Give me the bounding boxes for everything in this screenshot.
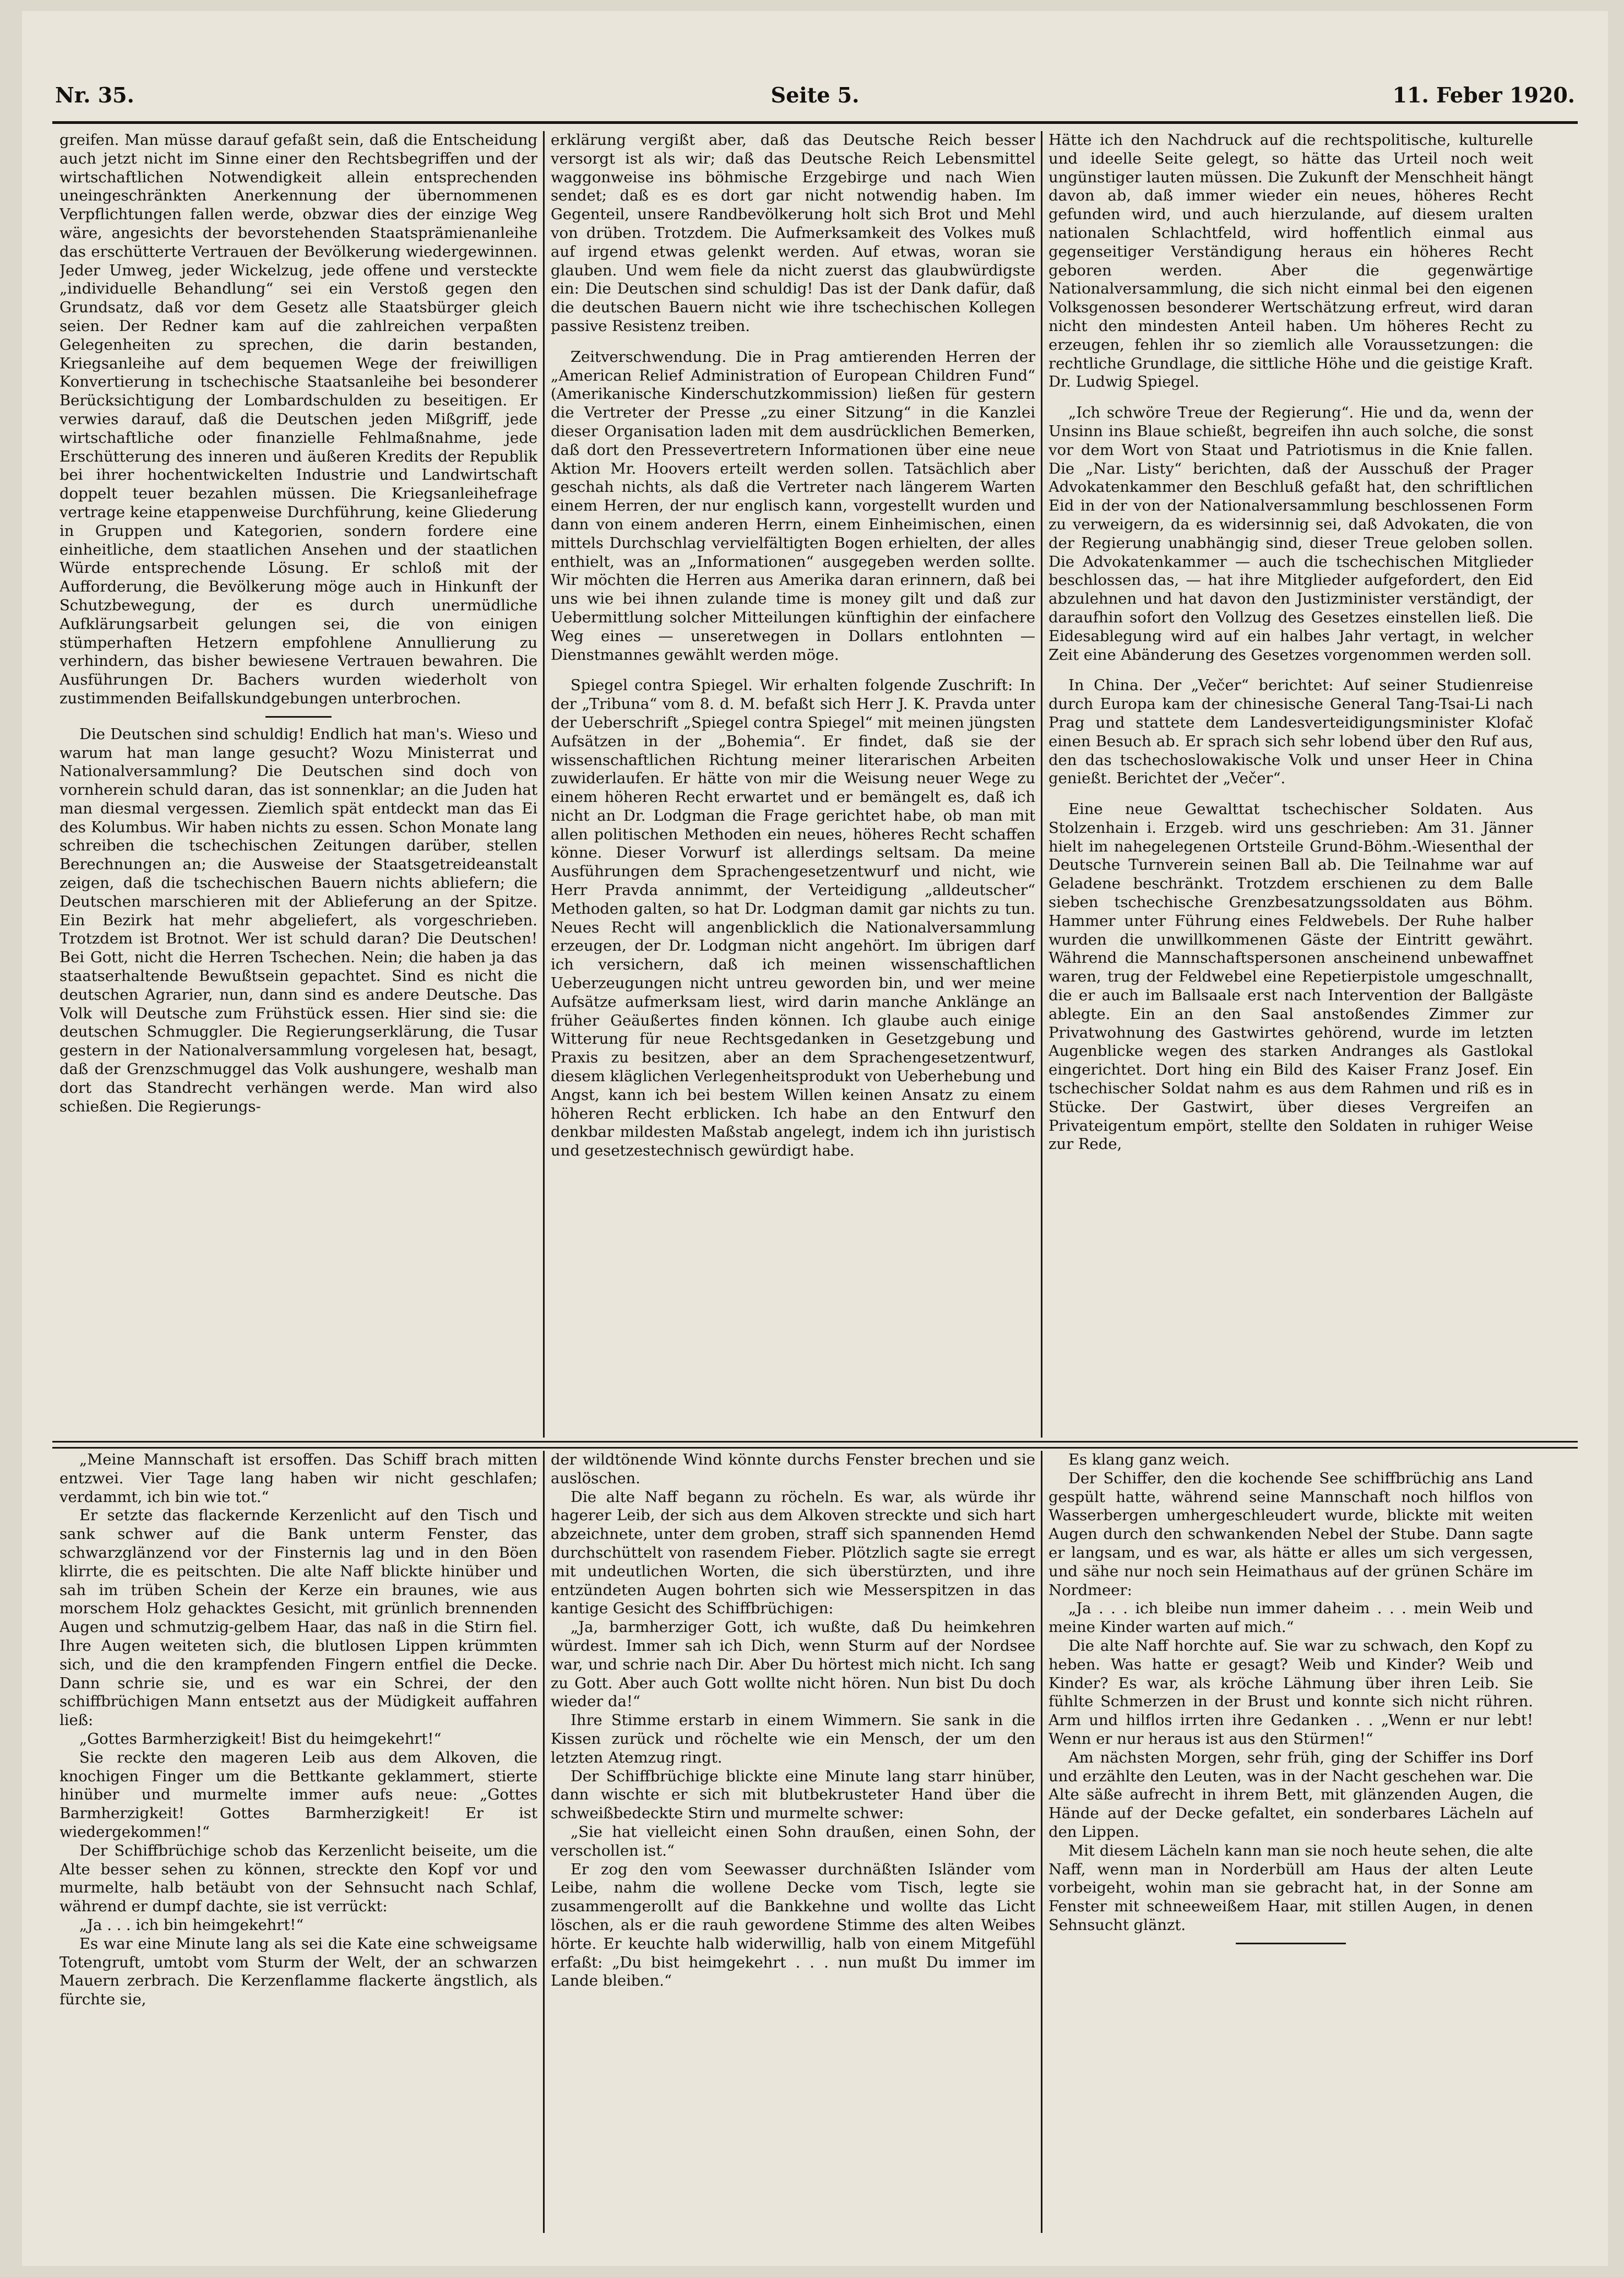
story-paragraph: Der Schiffer, den die kochende See schiffbrüchig ans Land gespült hatte, während seine Mannschaft noch hilflos von Wasserbergen umhergeschleudert wurde, blickte mit weiten Augen durch den schwankenden Nebel der Stube. Dann sagte er langsam, und es war, als hätte er alles um sich vergessen, und sähe nur noch sein Heimathaus auf der grünen Schäre im Nordmeer: [1049,1470,1533,1599]
page-header [55,83,1575,116]
article-regierungserklaerung-cont: erklärung vergißt aber, daß das Deutsche Reich besser versorgt ist als wir; daß das Deutsche Reich Lebensmittel waggonweise ins böhmische Erzgebirge und nach Wien sendet; daß es es dort gar nicht notwendig haben. Im Gegenteil, unsere Randbevölkerung holt sich Brot und Mehl von drüben. Trotzdem. Die Aufmerksamkeit des Volkes muß auf irgend etwas gelenkt werden. Auf etwas, woran sie glauben. Und wem fiele da nicht zuerst das glaubwürdigste ein: Die Deutschen sind schuldig! Das ist der Dank dafür, daß die deutschen Bauern nicht wie ihre tschechischen Kollegen passive Resistenz treiben. [551,132,1035,335]
article-treue-der-regierung: „Ich schwöre Treue der Regierung“. Hie und da, wenn der Unsinn ins Blaue schießt, begreifen ihn auch solche, die sonst vor dem Wort von Staat und Patriotismus in die Knie fallen. Die „Nar. Listy“ berichten, daß der Ausschuß der Prager Advokatenkammer den Beschluß gefaßt hat, den schriftlichen Eid in der von der Nationalversammlung beschlossenen Form zu verweigern, da es widersinnig sei, daß Advokaten, die von der Regierung unabhängig sind, dieser Treue geloben sollen. Die Advokatenkammer — auch die tschechischen Mitglieder beschlossen das, — hat ihre Mitglieder aufgefordert, den Eid abzulehnen und hat davon den Justizminister verständigt, der daraufhin sofort den Vollzug des Gesetzes einstellen ließ. Die Eidesablegung wird auf ein halbes Jahr vertagt, in welcher Zeit eine Abänderung des Gesetzes vorgenommen werden soll. [1049,404,1533,664]
column-2 [551,131,1035,1436]
story-paragraph: Es klang ganz weich. [1068,1451,1230,1468]
story-paragraph: „Gottes Barmherzigkeit! Bist du heimgekehrt!“ [79,1730,442,1748]
story-paragraph: „Sie hat vielleicht einen Sohn draußen, einen Sohn, der verschollen ist.“ [551,1823,1035,1859]
story-paragraph: Er zog den vom Seewasser durchnäßten Isländer vom Leibe, nahm die wollene Decke vom Tisch, legte sie zusammengerollt auf die Bankkehne und wollte das Licht löschen, als er die rauh gewordene Stimme des alten Weibes hörte. Er keuchte halb widerwillig, halb von einem Mitgefühl erfaßt: „Du bist heimgekehrt . . . nun mußt Du immer im Lande bleiben.“ [551,1861,1035,1990]
story-paragraph: Sie reckte den mageren Leib aus dem Alkoven, die knochigen Finger um die Bettkante geklammert, stierte hinüber und murmelte immer aufs neue: „Gottes Barmherzigkeit! Gottes Barmherzigkeit! Er ist wiedergekommen!“ [59,1749,537,1841]
column-divider [1041,1451,1042,2233]
column-divider [543,131,545,1438]
article-kriegsanleihe: greifen. Man müsse darauf gefaßt sein, daß die Entscheidung auch jetzt nicht im Sinne einer den Rechtsbegriffen und der wirtschaftlichen Notwendigkeit allein entsprechenden uneingeschränkten Anerkennung der übernommenen Verpflichtungen fallen werde, obzwar dies der einzige Weg wäre, angesichts der bevorstehenden Staatsprämienanleihe das erschütterte Vertrauen der Bevölkerung wiedergewinnen. Jeder Umweg, jeder Wickelzug, jede offene und versteckte „individuelle Behandlung“ sei ein Verstoß gegen den Grundsatz, daß vor dem Gesetz alle Staatsbürger gleich seien. Der Redner kam auf die zahlreichen verpaßten Gelegenheiten zu sprechen, die darin bestanden, Kriegsanleihe auf dem bequemen Wege der freiwilligen Konvertierung in tschechische Staatsanleihe bei besonderer Berücksichtigung der Lombardschulden zu beseitigen. Er verwies darauf, daß die Deutschen jeden Mißgriff, jede wirtschaftliche oder finanzielle Fehlmaßnahme, jede Erschütterung des inneren und äußeren Kredits der Republik bei ihrer hochentwickelten Industrie und Landwirtschaft doppelt teuer bezahlen müssen. Die Kriegsanleihefrage vertrage keine etappenweise Durchführung, keine Gliederung in Gruppen und Kategorien, sondern fordere eine einheitliche, dem staatlichen Ansehen und der staatlichen Würde entsprechende Lösung. Er schloß mit der Aufforderung, die Bevölkerung möge auch in Hinkunft der Schutzbewegung, der es durch unermüdliche Aufklärungsarbeit gelungen sei, die von einigen stümperhaften Hetzern empfohlene Annullierung zu verhindern, das bisher bewiesene Vertrauen bewahren. Die Ausführungen Dr. Bachers wurden wiederholt von zustimmenden Beifallskundgebungen unterbrochen. [59,132,537,707]
story-paragraph: Er setzte das flackernde Kerzenlicht auf den Tisch und sank schwer auf die Bank unterm Fenster, das schwarzglänzend vor der Finsternis lag und in den Böen klirrte, die es peitschten. Die alte Naff blickte hinüber und sah im trüben Schein der Kerze ein braunes, wie aus morschem Holz gehacktes Gesicht, mit grünlich brennenden Augen und schmutzig-gelbem Haar, das naß in die Stirn fiel. Ihre Augen weiteten sich, die blutlosen Lippen krümmten sich, und die den krampfenden Fingern entfiel die Decke. Dann schrie sie, und es war ein Schrei, der den schiffbrüchigen Mann entsetzt aus der Müdigkeit auffahren ließ: [59,1507,537,1730]
story-paragraph: Es war eine Minute lang als sei die Kate eine schweigsame Totengruft, umtobt vom Sturm der Welt, der an schwarzen Mauern zerbrach. Die Kerzenflamme flackerte ängstlich, als fürchte sie, [59,1935,537,2009]
issue-number: Nr. 35. [55,83,134,107]
story-paragraph: Die alte Naff begann zu röcheln. Es war, als würde ihr hagerer Leib, der sich aus dem Alkoven streckte und sich hart abzeichnete, unter dem groben, straff sich spannenden Hemd durchschüttelt von rasendem Fieber. Plötzlich sagte sie erregt mit undeutlichen Worten, die sich überstürzten, und ihre entzündeten Augen bohrten sich wie Messerspitzen in das kantige Gesicht des Schiffbrüchigen: [551,1488,1035,1618]
article-in-china: In China. Der „Večer“ berichtet: Auf seiner Studienreise durch Europa kam der chinesische General Tang-Tsai-Li nach Prag und stattete dem Landesverteidigungsminister Klofač einen Besuch ab. Er sprach sich sehr lobend über den Ruf aus, den das tschechoslowakische Volk und unser Heer in China genießt. Berichtet der „Večer“. [1049,677,1533,788]
story-paragraph: „Ja . . . ich bleibe nun immer daheim . . . mein Weib und meine Kinder warten auf mich.“ [1049,1600,1533,1636]
newspaper-page [22,11,1608,2266]
story-paragraph: Der Schiffbrüchige blickte eine Minute lang starr hinüber, dann wischte er sich mit blutbekrusteter Hand über die schweißbedeckte Stirn und murmelte schwer: [551,1768,1035,1823]
story-paragraph: der wildtönende Wind könnte durchs Fenster brechen und sie auslöschen. [551,1451,1035,1487]
article-spiegel-contra-spiegel: Spiegel contra Spiegel. Wir erhalten folgende Zuschrift: In der „Tribuna“ vom 8. d. M. befaßt sich Herr J. K. Pravda unter der Ueberschrift „Spiegel contra Spiegel“ mit meinen jüngsten Aufsätzen in der „Bohemia“. Er findet, daß sie der wissenschaftlichen Richtung meiner literarischen Arbeiten zuwiderlaufen. Er hätte von mir die Weisung neuer Wege zu einem höheren Recht erwartet und er bemängelt es, daß ich nicht an Dr. Lodgman die Frage gerichtet habe, ob man mit allen politischen Methoden ein neues, höheres Recht schaffen könne. Dieser Vorwurf ist allerdings seltsam. Da meine Ausführungen dem Sprachengesetzentwurf und nicht, wie Herr Pravda annimmt, der Verteidigung „alldeutscher“ Methoden galten, so hat Dr. Lodgman damit gar nichts zu tun. Neues Recht will angenblicklich die Nationalversammlung erzeugen, der Dr. Lodgman nicht angehört. Im übrigen darf ich versichern, daß ich meinen wissenschaftlichen Ueberzeugungen nicht untreu geworden bin, und wer meine Aufsätze aufmerksam liest, wird darin manche Anklänge an früher Geäußertes finden können. Ich glaube auch einige Witterung für neue Rechtsgedanken in Gesetzgebung und Praxis zu besitzen, aber an dem Sprachengesetzentwurf, diesem kläglichen Verlegenheitsprodukt von Ueberhebung und Angst, kann ich bei bestem Willen keinen Ansatz zu einem höheren Recht erblicken. Ich habe an den Entwurf den denkbar mildesten Maßstab angelegt, indem ich ihn juristisch und gesetzestechnisch gewürdigt habe. [551,677,1035,1160]
issue-date: 11. Feber 1920. [1392,83,1575,107]
feuilleton-column-3 [1049,1451,1533,2233]
feuilleton-column-2 [551,1451,1035,2233]
column-1 [59,131,537,1436]
column-divider [543,1451,545,2233]
story-paragraph: Die alte Naff horchte auf. Sie war zu schwach, den Kopf zu heben. Was hatte er gesagt? Weib und Kinder? Weib und Kinder? Es war, als kröche Lähmung über ihren Leib. Sie fühlte Schmerzen in der Brust und konnte sich nicht rühren. Arm und hilflos irrten ihre Gedanken . . „Wenn er nur lebt! Wenn er nur heraus ist aus den Stürmen!“ [1049,1637,1533,1748]
story-end-rule [1236,1943,1346,1944]
story-paragraph: Ihre Stimme erstarb in einem Wimmern. Sie sank in die Kissen zurück und röchelte wie ein Mensch, der um den letzten Atemzug ringt. [551,1712,1035,1766]
story-paragraph: Der Schiffbrüchige schob das Kerzenlicht beiseite, um die Alte besser sehen zu können, streckte den Kopf vor und murmelte, halb betäubt von der Sehnsucht nach Schlaf, während er dumpf dachte, sie ist verrückt: [59,1842,537,1916]
feuilleton-column-1 [59,1451,537,2233]
header-rule [52,121,1578,124]
story-paragraph: „Meine Mannschaft ist ersoffen. Das Schiff brach mitten entzwei. Vier Tage lang haben wir nicht geschlafen; verdammt, ich bin wie tot.“ [59,1451,537,1506]
page-number: Seite 5. [770,83,860,107]
article-spiegel-cont: Hätte ich den Nachdruck auf die rechtspolitische, kulturelle und ideelle Seite gelegt, so hätte das Urteil noch weit ungünstiger lauten müssen. Die Zukunft der Menschheit hängt davon ab, daß immer wieder ein neues, höheres Recht gefunden wird, und auch hierzulande, auf diesem uralten nationalen Schlachtfeld, wird hoffentlich einmal aus gegenseitiger Verständigung heraus ein höheres Recht geboren werden. Aber die gegenwärtige Nationalversammlung, die sich nicht einmal bei den eigenen Volksgenossen besonderer Wertschätzung erfreut, wird daran nicht den mindesten Anteil haben. Um höheres Recht zu erzeugen, fehlen ihr so ziemlich alle Voraussetzungen: die rechtliche Grundlage, die sittliche Höhe und die geistige Kraft. Dr. Ludwig Spiegel. [1049,132,1533,391]
story-paragraph: Mit diesem Lächeln kann man sie noch heute sehen, die alte Naff, wenn man in Norderbüll am Haus der alten Leute vorbeigeht, wohin man sie gebracht hat, in der Sonne am Fenster mit schneeweißem Haar, mit stillen Augen, in denen Sehnsucht glänzt. [1049,1842,1533,1934]
article-zeitverschwendung: Zeitverschwendung. Die in Prag amtierenden Herren der „American Relief Administration of European Children Fund“ (Amerikanische Kinderschutzkommission) ließen für gestern die Vertreter der Presse „zu einer Sitzung“ in die Kanzlei dieser Organisation laden mit dem ausdrücklichen Bemerken, daß dort den Pressevertretern Informationen über eine neue Aktion Mr. Hoovers erteilt werden sollen. Tatsächlich aber geschah nichts, als daß die Vertreter nach längerem Warten einem Herren, der nur englisch kann, vorgestellt wurden und dann von einem anderen Herrn, einem Einheimischen, einen mittels Durchschlag vervielfältigten Bogen erhielten, der alles enthielt, was an „Informationen“ ausgegeben werden sollte. Wir möchten die Herren aus Amerika daran erinnern, daß bei uns wie bei ihnen zulande time is money gilt und daß zur Uebermittlung solcher Mitteilungen künftighin der einfachere Weg eines — unseretwegen in Dollars entlohnten — Dienstmannes gewählt werden möge. [551,348,1035,664]
article-deutschen-schuldig: Die Deutschen sind schuldig! Endlich hat man's. Wieso und warum hat man lange gesucht? Wozu Ministerrat und Nationalversammlung? Die Deutschen sind doch von vornherein schuld daran, das ist sonnenklar; an die Juden hat man diesmal vergessen. Ziemlich spät entdeckt man das Ei des Kolumbus. Wir haben nichts zu essen. Schon Monate lang schreiben die tschechischen Zeitungen darüber, stellen Berechnungen an; die Ausweise der Staatsgetreideanstalt zeigen, daß die tschechischen Bauern nichts abliefern; die Deutschen marschieren mit der Ablieferung an der Spitze. Ein Bezirk hat mehr abgeliefert, als vorgeschrieben. Trotzdem ist Brotnot. Wer ist schuld daran? Die Deutschen! Bei Gott, nicht die Herren Tschechen. Nein; die haben ja das staatserhaltende Bewußtsein gepachtet. Sind es nicht die deutschen Agrarier, nun, dann sind es andere Deutsche. Das Volk will Deutsche zum Frühstück essen. Hier sind sie: die deutschen Schmuggler. Die Regierungserklärung, die Tusar gestern in der Nationalversammlung vorgelesen hat, besagt, daß der Grenzschmuggel das Volk aushungere, weshalb man dort das Standrecht verhängen werde. Man wird also schießen. Die Regierungs- [59,725,537,1115]
short-divider [265,716,332,718]
column-3 [1049,131,1533,1436]
feuilleton-rule [52,1441,1578,1449]
article-gewalttat: Eine neue Gewalttat tschechischer Soldaten. Aus Stolzenhain i. Erzgeb. wird uns geschrieben: Am 31. Jänner hielt im nahegelegenen Ortsteile Grund-Böhm.-Wiesenthal der Deutsche Turnverein seinen Ball ab. Die Teilnahme war auf Geladene beschränkt. Trotzdem erschienen zu dem Balle sieben tschechische Grenzbesatzungssoldaten aus Böhm. Hammer unter Führung eines Feldwebels. Der Ruhe halber wurden die unwillkommenen Gäste der Eintritt gewährt. Während die Mannschaftspersonen anscheinend unbewaffnet waren, trug der Feldwebel eine Repetierpistole umgeschnallt, die er auch im Ballsaale erst nach Intervention der Ballgäste ablegte. Ein an den Saal anstoßendes Zimmer zur Privatwohnung des Gastwirtes gehörend, wurde im letzten Augenblicke wegen des starken Andranges als Gastlokal eingerichtet. Dort hing ein Bild des Kaiser Franz Josef. Ein tschechischer Soldat nahm es aus dem Rahmen und riß es in Stücke. Der Gastwirt, über dieses Vergreifen an Privateigentum empört, stellte den Soldaten in ruhiger Weise zur Rede, [1049,801,1533,1153]
story-paragraph: „Ja, barmherziger Gott, ich wußte, daß Du heimkehren würdest. Immer sah ich Dich, wenn Sturm auf der Nordsee war, und schrie nach Dir. Aber Du hörtest mich nicht. Ich sang zu Gott. Aber auch Gott wollte nicht hören. Nun bist Du doch wieder da!“ [551,1619,1035,1711]
column-divider [1041,131,1042,1438]
story-paragraph: Am nächsten Morgen, sehr früh, ging der Schiffer ins Dorf und erzählte den Leuten, was in der Nacht geschehen war. Die Alte säße aufrecht in ihrem Bett, mit glänzenden Augen, die Hände auf der Decke gefaltet, ein sonderbares Lächeln auf den Lippen. [1049,1749,1533,1841]
story-paragraph: „Ja . . . ich bin heimgekehrt!“ [79,1916,304,1934]
